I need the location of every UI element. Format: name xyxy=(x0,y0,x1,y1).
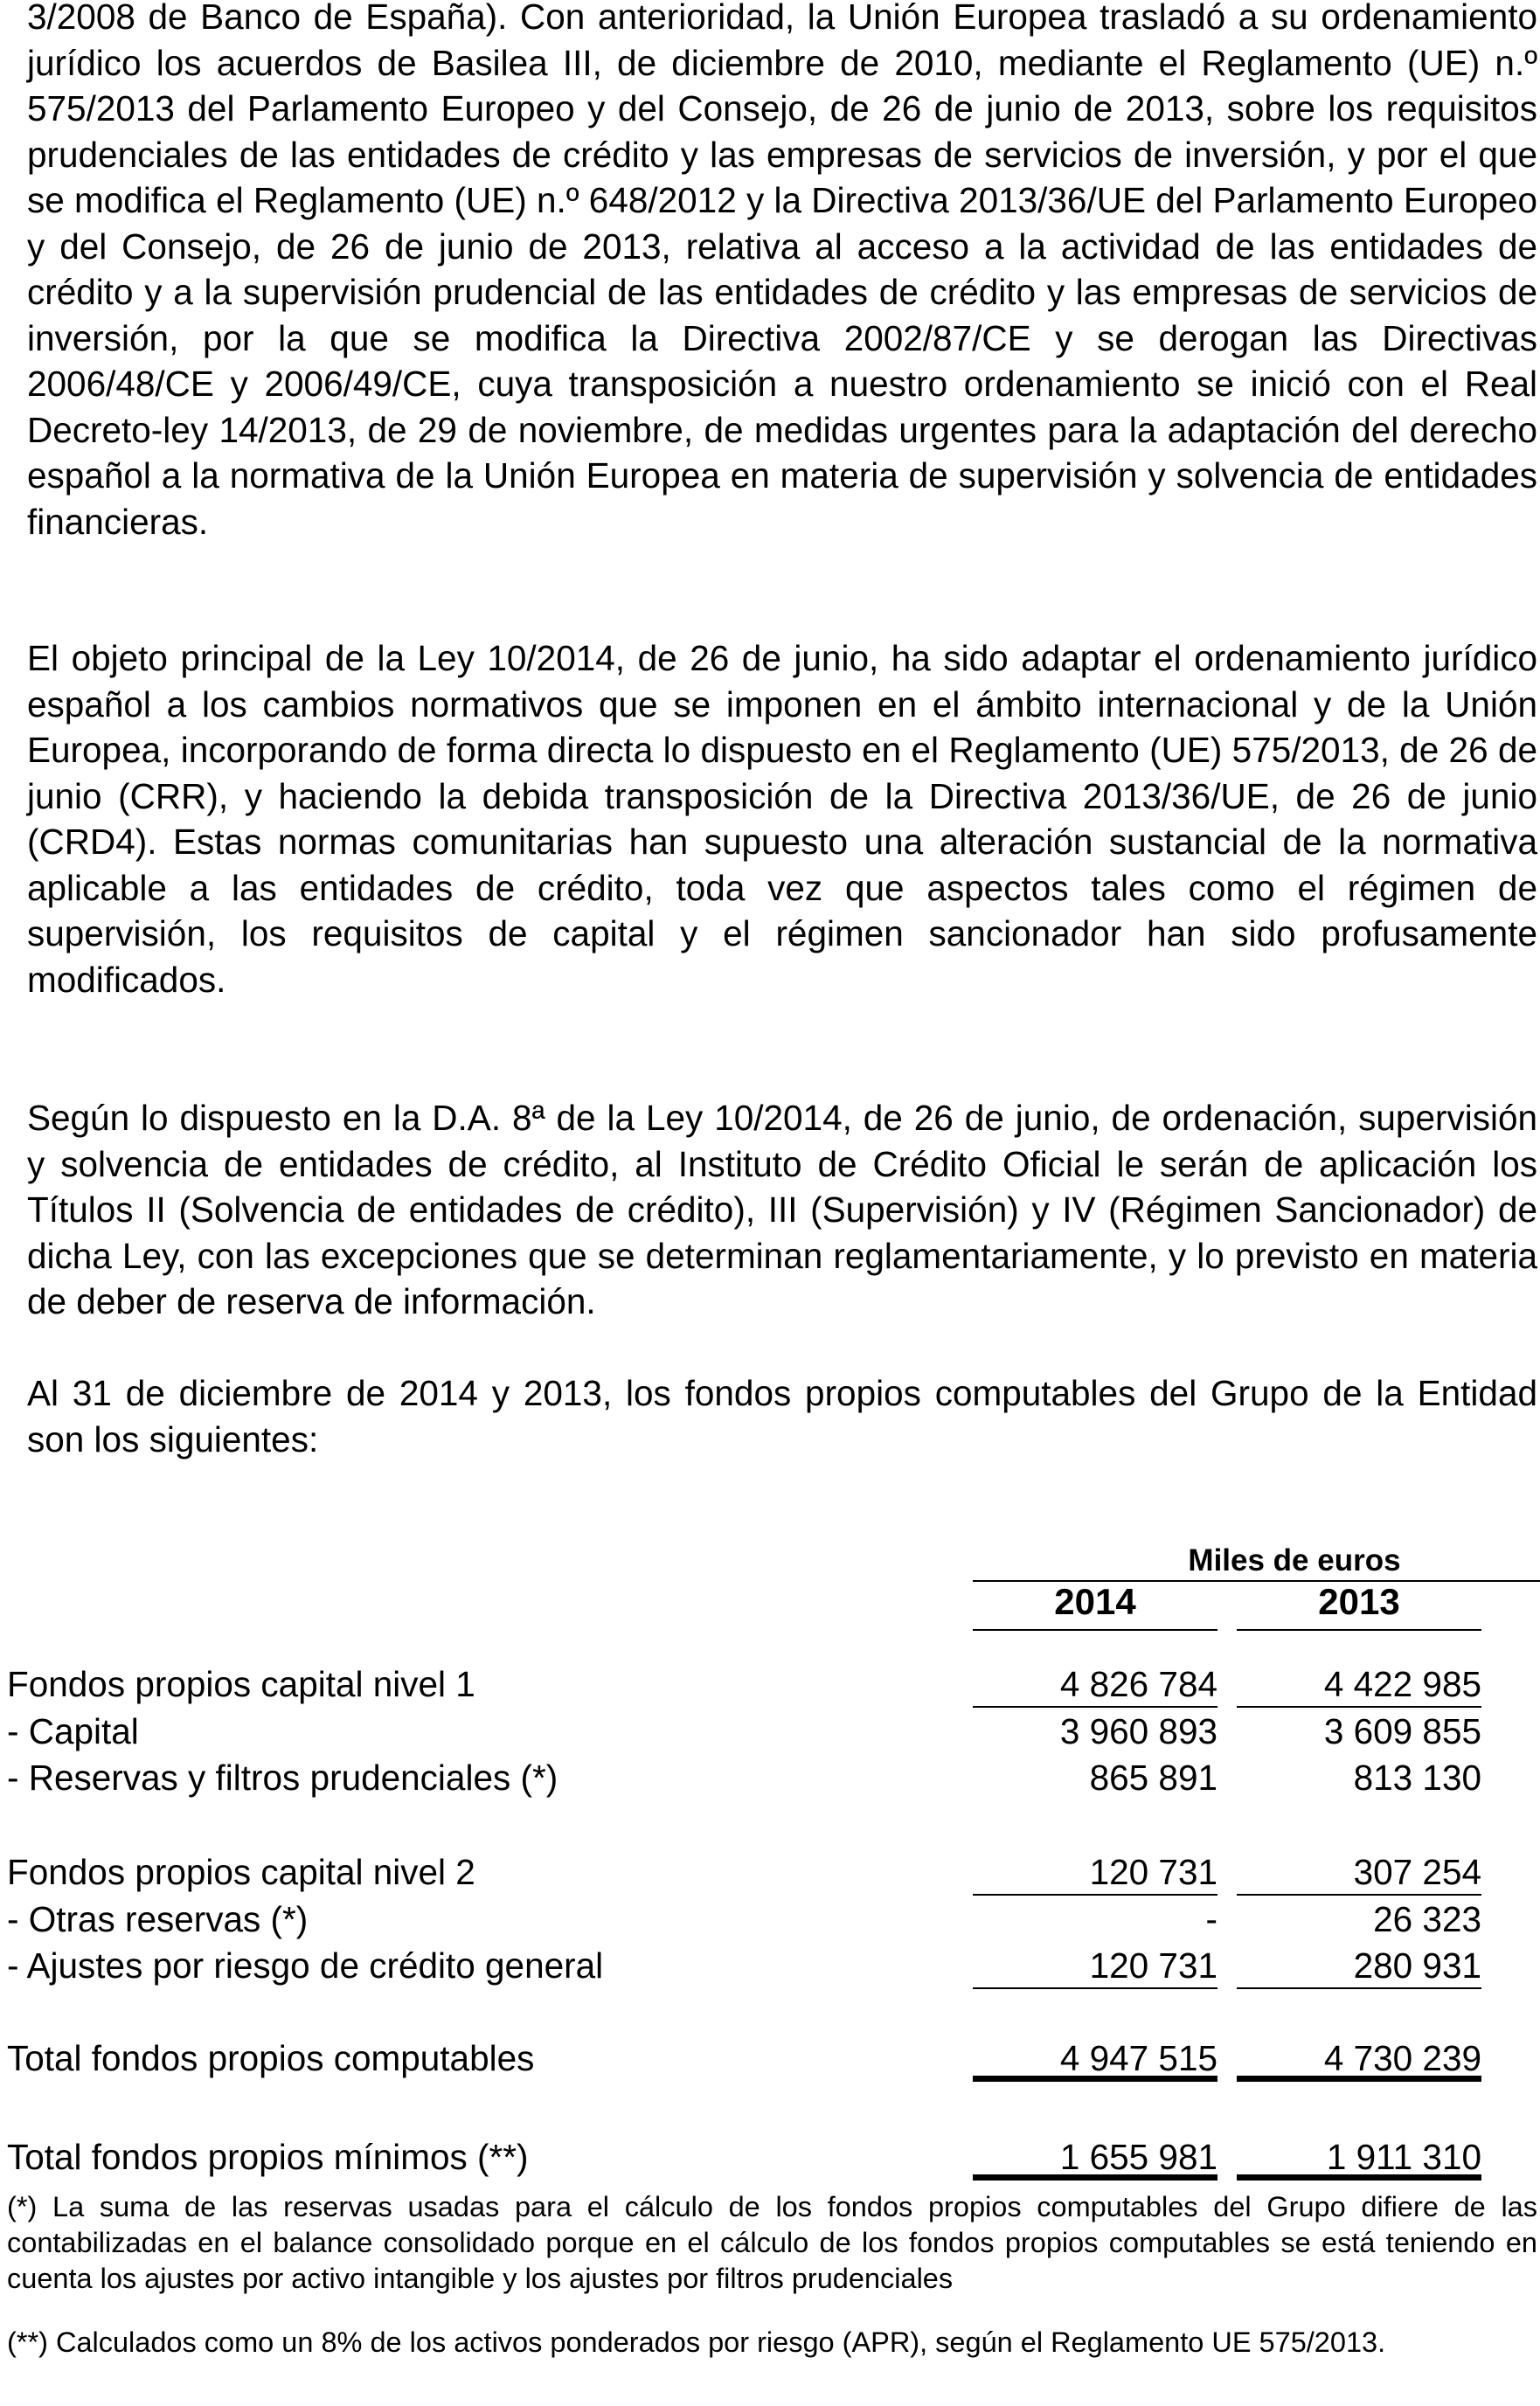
footnote-reservas: (*) La suma de las reservas usadas para el cálculo de los fondos propios computables del Grupo difiere de las contabilizadas en el balance consolidado porque en el cálculo de los fondos propios computables se está teniendo en cuenta los ajustes por activo intangible y los ajustes por filtros prudenciales xyxy=(7,2191,1537,2294)
units-label: Miles de euros xyxy=(1188,1543,1401,1577)
table-row-reservas-filtros xyxy=(0,1754,1540,1801)
row-label: - Otras reservas (*) xyxy=(7,1899,309,1939)
value-2014: 4 826 784 xyxy=(973,1661,1217,1708)
value-2013: 3 609 855 xyxy=(1323,1711,1481,1751)
value-2014: 4 947 515 xyxy=(973,2035,1217,2082)
paragraph-basilea: 3/2008 de Banco de España). Con anterioridad, la Unión Europea trasladó a su ordenamiento jurídico los acuerdos de Basilea III, de diciembre de 2010, mediante el Reglamento (UE) n.º 575/2013 del Parlamento Europeo y del Consejo, de 26 de junio de 2013, sobre los requisitos prudenciales de las entidades de crédito y las empresas de servicios de inversión, y por el que se modifica el Reglamento (UE) n.º 648/2012 y la Directiva 2013/36/UE del Parlamento Europeo y del Consejo, de 26 de junio de 2013, relativa al acceso a la actividad de las entidades de crédito y a la supervisión prudencial de las entidades de crédito y las empresas de servicios de inversión, por la que se modifica la Directiva 2002/87/CE y se derogan las Directivas 2006/48/CE y 2006/49/CE, cuya transposición a nuestro ordenamiento se inició con el Real Decreto-ley 14/2013, de 29 de noviembre, de medidas urgentes para la adaptación del derecho español a la normativa de la Unión Europea en materia de supervisión y solvencia de entidades financieras. xyxy=(27,0,1537,542)
value-2013: 4 422 985 xyxy=(1237,1661,1481,1708)
value-2013: 813 130 xyxy=(1353,1758,1481,1798)
row-label: - Capital xyxy=(7,1711,139,1751)
table-row-tier2 xyxy=(0,1848,1540,1896)
value-2014: 120 731 xyxy=(973,1942,1217,1989)
value-2013: 4 730 239 xyxy=(1237,2035,1481,2082)
table-row-ajustes-riesgo xyxy=(0,1942,1540,1989)
row-label: - Reservas y filtros prudenciales (*) xyxy=(7,1758,558,1798)
row-label: Fondos propios capital nivel 1 xyxy=(7,1664,475,1704)
table-row-total-computables xyxy=(0,2035,1540,2082)
column-header-2013: 2013 xyxy=(1318,1581,1400,1622)
footnote-calculados: (**) Calculados como un 8% de los activos ponderados por riesgo (APR), según el Reglamento UE 575/2013. xyxy=(7,2326,1386,2358)
value-2013: 280 931 xyxy=(1237,1942,1481,1989)
value-2014: 865 891 xyxy=(1089,1758,1217,1798)
table-row-otras-reservas xyxy=(0,1896,1540,1943)
own-funds-table xyxy=(0,1543,1540,2181)
row-label: Total fondos propios mínimos (**) xyxy=(7,2137,529,2177)
paragraph-intro-table: Al 31 de diciembre de 2014 y 2013, los fondos propios computables del Grupo de la Entidad son los siguientes: xyxy=(27,1373,1537,1460)
column-divider-2014 xyxy=(973,1629,1217,1631)
value-2013: 26 323 xyxy=(1373,1899,1481,1939)
paragraph-ley-objeto: El objeto principal de la Ley 10/2014, de 26 de junio, ha sido adaptar el ordenamiento jurídico español a los cambios normativos que se imponen en el ámbito internacional y de la Unión Europea, incorporando de forma directa lo dispuesto en el Reglamento (UE) 575/2013, de 26 de junio (CRR), y haciendo la debida transposición de la Directiva 2013/36/UE, de 26 de junio (CRD4). Estas normas comunitarias han supuesto una alteración sustancial de la normativa aplicable a las entidades de crédito, toda vez que aspectos tales como el régimen de supervisión, los requisitos de capital y el régimen sancionador han sido profusamente modificados. xyxy=(27,638,1537,1000)
value-2014: - xyxy=(1205,1899,1217,1939)
table-row-total-minimos xyxy=(0,2133,1540,2181)
value-2013: 1 911 310 xyxy=(1237,2133,1481,2181)
table-row-tier1 xyxy=(0,1661,1540,1708)
table-row-capital xyxy=(0,1708,1540,1755)
value-2014: 1 655 981 xyxy=(973,2133,1217,2181)
row-label: Total fondos propios computables xyxy=(7,2038,535,2078)
column-divider-2013 xyxy=(1237,1629,1481,1631)
value-2013: 307 254 xyxy=(1237,1848,1481,1896)
row-label: Fondos propios capital nivel 2 xyxy=(7,1852,475,1892)
value-2014: 120 731 xyxy=(973,1848,1217,1896)
row-label: - Ajustes por riesgo de crédito general xyxy=(7,1945,604,1986)
column-header-2014: 2014 xyxy=(1054,1581,1136,1622)
paragraph-disposicion-adicional: Según lo dispuesto en la D.A. 8ª de la Ley 10/2014, de 26 de junio, de ordenación, supervisión y solvencia de entidades de crédito, al Instituto de Crédito Oficial le serán de aplicación los Títulos II (Solvencia de entidades de crédito), III (Supervisión) y IV (Régimen Sancionador) de dicha Ley, con las excepciones que se determinan reglamentariamente, y lo previsto en materia de deber de reserva de información. xyxy=(27,1098,1537,1321)
value-2014: 3 960 893 xyxy=(1059,1711,1217,1751)
